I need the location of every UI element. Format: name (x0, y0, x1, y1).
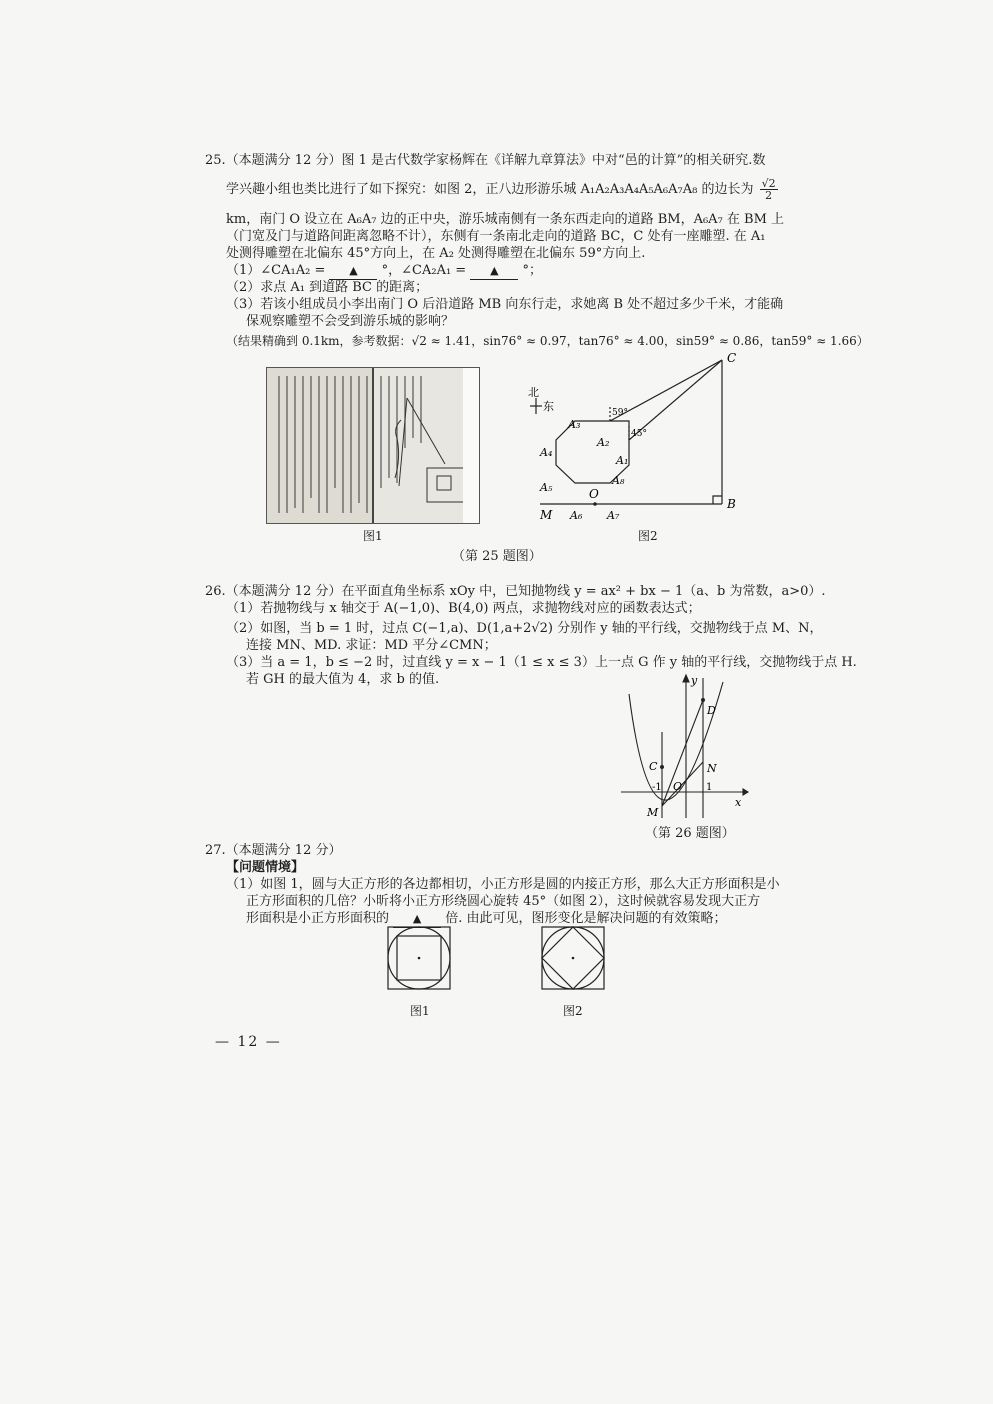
q26-part3a: （3）当 a = 1，b ≤ −2 时，过直线 y = x − 1（1 ≤ x ≤ 3）上一点 G 作 y 轴的平行线，交抛物线于点 H. (226, 655, 857, 670)
q25-line2 (226, 178, 780, 201)
book-illustration (267, 368, 479, 523)
east-label: 东 (543, 400, 554, 413)
fraction-denominator: 2 (765, 189, 773, 202)
label-a5: A₅ (540, 481, 553, 494)
north-label: 北 (528, 386, 539, 399)
label-a2: A₂ (597, 436, 610, 449)
q27-figure1-squares (386, 925, 452, 991)
q25-note: （结果精确到 0.1km，参考数据：√2 ≈ 1.41，sin76° ≈ 0.97，tan76° ≈ 4.00，sin59° ≈ 0.86，tan59° ≈ 1.66） (226, 334, 869, 348)
q25-figure2-octagon-diagram (510, 348, 760, 528)
label-c: C (649, 760, 658, 773)
q25-part2: （2）求点 A₁ 到道路 BC 的距离； (226, 280, 429, 295)
q27-part1c-text: 形面积是小正方形面积的 (246, 911, 390, 926)
label-a4: A₄ (540, 446, 553, 459)
q25-part1 (226, 262, 542, 280)
q27-line1: 27.（本题满分 12 分） (205, 843, 342, 858)
q25-line2-text: 学兴趣小组也类比进行了如下探究：如图 2，正八边形游乐城 A₁A₂A₃A₄A₅A₆A₇A₈ 的边长为 (226, 182, 754, 197)
q25-part1-a: （1）∠CA₁A₂ = (226, 263, 326, 278)
q27-fig1-caption: 图1 (410, 1004, 430, 1018)
label-m: M (647, 806, 659, 819)
y-axis-arrow (683, 675, 689, 682)
label-d: D (707, 704, 716, 717)
q25-part3a: （3）若该小组成员小李出南门 O 后沿道路 MB 向东行走，求她离 B 处不超过多少千米，才能确 (226, 297, 784, 312)
sight-line-a1 (629, 360, 722, 440)
label-b: B (727, 497, 736, 511)
fraction-numerator: √2 (761, 177, 776, 190)
q25-fig2-caption: 图2 (638, 529, 658, 543)
q25-part1-b: °，∠CA₂A₁ = (381, 263, 467, 278)
angle-45-label: 45° (631, 429, 647, 439)
q27-part1c (246, 910, 727, 928)
q26-part2a: （2）如图，当 b = 1 时，过点 C(−1,a)、D(1,a+2√2) 分别作 y 轴的平行线，交抛物线于点 M、N， (226, 621, 823, 636)
q25-line1: 25.（本题满分 12 分）图 1 是古代数学家杨辉在《详解九章算法》中对“邑的计算”的相关研究.数 (205, 153, 766, 168)
page-number: — 12 — (215, 1034, 282, 1050)
q27-section-heading: 【问题情境】 (226, 860, 305, 875)
label-n: N (707, 762, 717, 775)
q25-line3: km，南门 O 设立在 A₆A₇ 边的正中央，游乐城南侧有一条东西走向的道路 BM，A₆A₇ 在 BM 上 (226, 212, 785, 227)
label-m: M (540, 508, 553, 522)
q25-part3b: 保观察雕塑不会受到游乐城的影响？ (246, 314, 455, 329)
label-a3: A₃ (568, 418, 581, 431)
answer-blank: ▲ (393, 910, 441, 928)
q27-part1d-text: 倍. 由此可见，图形变化是解决问题的有效策略； (445, 911, 727, 926)
q27-fig2-caption: 图2 (563, 1004, 583, 1018)
label-a6: A₆ (570, 509, 583, 522)
answer-blank: ▲ (470, 262, 518, 280)
q25-side-fraction (760, 178, 778, 201)
tick-one: 1 (706, 782, 713, 793)
q25-figure-caption: （第 25 题图） (452, 549, 542, 564)
label-c: C (727, 351, 737, 365)
q26-parabola-figure (615, 672, 750, 820)
label-o: O (673, 780, 683, 793)
q27-part1b: 正方形面积的几倍？小昕将小正方形绕圆心旋转 45°（如图 2），这时候就容易发现大正方 (246, 894, 761, 909)
tick-neg-one: -1 (652, 782, 662, 793)
q25-line5: 处测得雕塑在北偏东 45°方向上，在 A₂ 处测得雕塑在北偏东 59°方向上. (226, 246, 646, 261)
q26-line1: 26.（本题满分 12 分）在平面直角坐标系 xOy 中，已知抛物线 y = ax² + bx − 1（a、b 为常数，a>0）. (205, 584, 826, 599)
answer-blank: ▲ (329, 262, 377, 280)
label-a8: A₈ (612, 474, 625, 487)
q25-figure1-book-photo (266, 367, 480, 524)
q27-figure2-rotated-squares (540, 925, 606, 991)
q25-part1-c: °； (522, 263, 542, 278)
label-o: O (589, 487, 599, 501)
q26-part2b: 连接 MN、MD. 求证：MD 平分∠CMN； (246, 638, 497, 653)
label-a1: A₁ (616, 454, 629, 467)
segment-mn (662, 762, 703, 806)
q26-figure-caption: （第 26 题图） (645, 826, 735, 841)
q27-part1a: （1）如图 1，圆与大正方形的各边都相切，小正方形是圆的内接正方形，那么大正方形面积是小 (226, 877, 780, 892)
x-axis-arrow (743, 789, 748, 795)
q25-line4: （门宽及门与道路间距离忽略不计），东侧有一条南北走向的道路 BC，C 处有一座雕塑. 在 A₁ (226, 229, 766, 244)
q25-fig1-caption: 图1 (363, 529, 383, 543)
segment-md (662, 700, 703, 806)
angle-59-label: 59° (612, 408, 628, 418)
axis-label-x: x (735, 796, 742, 809)
axis-label-y: y (691, 674, 698, 687)
q26-part1: （1）若抛物线与 x 轴交于 A(−1,0)、B(4,0) 两点，求抛物线对应的函数表达式； (226, 601, 701, 616)
q26-part3b: 若 GH 的最大值为 4，求 b 的值. (246, 672, 440, 687)
label-a7: A₇ (607, 509, 620, 522)
